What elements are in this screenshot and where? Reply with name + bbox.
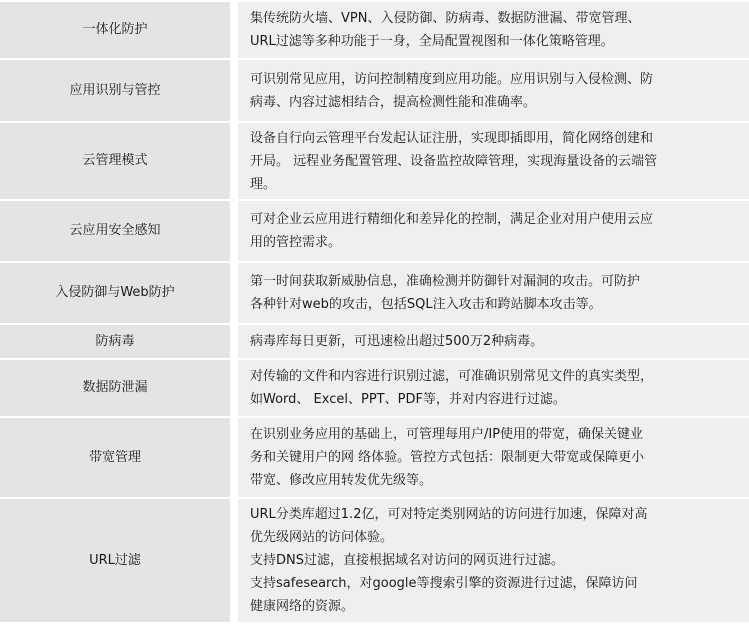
feature-description [238, 498, 749, 623]
description-line: 支持safesearch，对google等搜索引擎的资源进行过滤，保障访问 [250, 576, 638, 591]
feature-description [238, 359, 749, 417]
feature-description [238, 59, 749, 122]
feature-name: URL过滤 [0, 498, 230, 623]
feature-name: 数据防泄漏 [0, 359, 230, 417]
column-divider [230, 498, 238, 623]
column-divider [230, 200, 238, 262]
description-line: URL分类库超过1.2亿，可对特定类别网站的访问进行加速，保障对高 [250, 507, 648, 522]
description-line: 在识别业务应用的基础上，可管理每用户/IP使用的带宽，确保关键业 [250, 427, 644, 442]
description-line: 如Word、 Excel、PPT、PDF等，并对内容进行过滤。 [250, 392, 566, 407]
description-line: 第一时间获取新威胁信息，准确检测并防御针对漏洞的攻击。可防护 [250, 274, 641, 289]
table-row [0, 498, 749, 623]
feature-name: 防病毒 [0, 324, 230, 359]
feature-description [238, 122, 749, 200]
table-row [0, 262, 749, 324]
table-row [0, 200, 749, 262]
description-line: 对传输的文件和内容进行识别过滤，可准确识别常见文件的真实类型， [250, 369, 654, 384]
feature-name: 入侵防御与Web防护 [0, 262, 230, 324]
table-row [0, 59, 749, 122]
description-line: 健康网络的资源。 [250, 599, 355, 614]
description-line: 带宽、修改应用转发优先级等。 [250, 473, 433, 488]
description-line: URL过滤等多种功能于一身，全局配置视图和一体化策略管理。 [250, 34, 614, 49]
description-line: 优先级网站的访问体验。 [250, 530, 394, 545]
description-line: 集传统防火墙、VPN、入侵防御、防病毒、数据防泄漏、带宽管理、 [250, 11, 641, 26]
description-line: 务和关键用户的网 络体验。管控方式包括：限制更大带宽或保障更小 [250, 450, 645, 465]
table-row [0, 122, 749, 200]
column-divider [230, 1, 238, 59]
table-row [0, 324, 749, 359]
description-line: 病毒库每日更新，可迅速检出超过500万2种病毒。 [250, 334, 544, 349]
column-divider [230, 262, 238, 324]
column-divider [230, 417, 238, 498]
feature-name: 应用识别与管控 [0, 59, 230, 122]
feature-name: 带宽管理 [0, 417, 230, 498]
description-line: 各种针对web的攻击，包括SQL注入攻击和跨站脚本攻击等。 [250, 297, 602, 312]
description-line: 可识别常见应用，访问控制精度到应用功能。应用识别与入侵检测、防 [250, 71, 654, 87]
feature-name: 云应用安全感知 [0, 200, 230, 262]
description-line: 设备自行向云管理平台发起认证注册，实现即插即用，简化网络创建和 [250, 130, 654, 146]
description-line: 开局。 远程业务配置管理、设备监控故障管理，实现海量设备的云端管 [250, 153, 658, 169]
column-divider [230, 122, 238, 200]
table-row [0, 417, 749, 498]
feature-description [238, 200, 749, 262]
feature-name: 云管理模式 [0, 122, 230, 200]
feature-description [238, 324, 749, 359]
description-line: 可对企业云应用进行精细化和差异化的控制，满足企业对用户使用云应 [250, 212, 654, 227]
table-row [0, 1, 749, 59]
feature-description [238, 1, 749, 59]
column-divider [230, 359, 238, 417]
feature-description [238, 262, 749, 324]
description-line: 用的管控需求。 [250, 235, 342, 250]
column-divider [230, 324, 238, 359]
description-line: 支持DNS过滤，直接根据域名对访问的网页进行过滤。 [250, 553, 564, 568]
table-row [0, 359, 749, 417]
feature-name: 一体化防护 [0, 1, 230, 59]
column-divider [230, 59, 238, 122]
feature-description [238, 417, 749, 498]
description-line: 病毒、内容过滤相结合，提高检测性能和准确率。 [250, 94, 537, 110]
description-line: 理。 [250, 176, 277, 192]
